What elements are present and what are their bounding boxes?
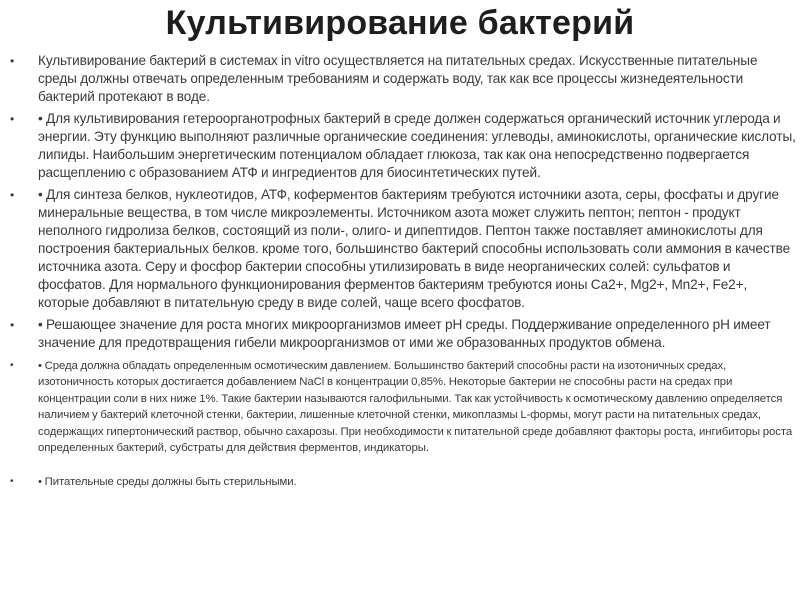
bullet-item xyxy=(10,358,798,456)
slide-title: Культивирование бактерий xyxy=(165,4,635,42)
bullet-text: • Питательные среды должны быть стерильными. xyxy=(38,476,297,489)
bullet-marker: • xyxy=(10,360,14,371)
bullet-text: • Для синтеза белков, нуклеотидов, АТФ, коферментов бактериям требуются источники азота, серы, фосфаты и другие минеральные вещества, в том числе микроэлементы. Источником азота может служить пептон; пептон - продукт неполного гидролиза белков, состоящий из поли-, олиго- и дипептидов. Пептон также поставляет аминокислоты для построения бактериальных белков. кроме того, большинство бактерий способны использовать соли аммония в качестве источника азота. Серу и фосфор бактерии способны утилизировать в виде неорганических солей: сульфатов и фосфатов. Для нормального функционирования ферментов бактериям требуются ионы Са2+, Mg2+, Mn2+, Fe2+, которые добавляют в питательную среду в виде солей, чаще всего фосфатов. xyxy=(38,187,791,310)
bullet-marker: • xyxy=(10,318,15,332)
bullet-marker: • xyxy=(10,476,14,488)
bullet-item xyxy=(10,52,798,106)
bullet-item xyxy=(10,316,798,352)
bullet-marker: • xyxy=(10,188,15,202)
bullet-list xyxy=(10,52,798,491)
bullet-item xyxy=(10,474,798,490)
bullet-marker: • xyxy=(10,112,15,126)
bullet-item xyxy=(10,186,798,312)
bullet-text: • Для культивирования гетероорганотрофных бактерий в среде должен содержаться органический источник углерода и энергии. Эту функцию выполняют различные органические соединения: углеводы, аминокислоты, органические кислоты, липиды. Наибольшим энергетическим потенциалом обладает глюкоза, так как она непосредственно подвергается расщеплению с образованием АТФ и ингредиентов для биосинтетических путей. xyxy=(38,111,796,180)
bullet-item xyxy=(10,110,798,182)
bullet-text: Культивирование бактерий в системах in vitro осуществляется на питательных средах. Искусственные питательные среды должны отвечать определенным требованиям и содержать воду, так как все процессы жизнедеятельности бактерий протекают в воде. xyxy=(38,53,758,104)
bullet-text: • Решающее значение для роста многих микроорганизмов имеет рН среды. Поддерживание определенного рН имеет значение для предотвращения гибели микроорганизмов от ими же образованных продуктов обмена. xyxy=(38,317,771,350)
bullet-text: • Среда должна обладать определенным осмотическим давлением. Большинство бактерий способны расти на изотоничных средах, изотоничность которых достигается добавлением NaCl в концентрации 0,85%. Некоторые бактерии не способны расти на средах при концентрации соли в них ниже 1%. Такие бактерии называются галофильными. Так как устойчивость к осмотическому давлению определяется наличием у бактерий клеточной стенки, бактерии, лишенные клеточной стенки, микоплазмы L-формы, могут расти на питательных средах, содержащих гипертонический раствор, обычно сахарозы. При необходимости к питательной среде добавляют факторы роста, ингибиторы роста определенных бактерий, субстраты для действия ферментов, индикаторы. xyxy=(38,360,793,455)
bullet-marker: • xyxy=(10,54,15,68)
